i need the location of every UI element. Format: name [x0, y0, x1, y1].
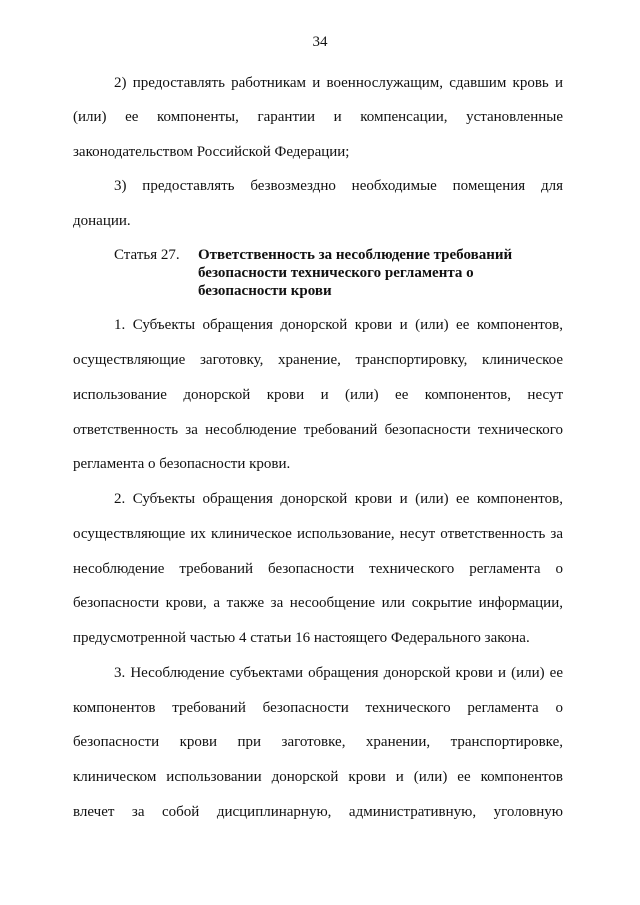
text-line: компонентов требований безопасности технического регламента о — [73, 700, 563, 716]
text-line: несоблюдение требований безопасности технического регламента о — [73, 561, 563, 577]
text-line: регламента о безопасности крови. — [73, 456, 291, 472]
text-line: предусмотренной частью 4 статьи 16 настоящего Федерального закона. — [73, 630, 530, 646]
text-line: осуществляющие их клиническое использование, несут ответственность за — [73, 526, 563, 542]
text-line: безопасности крови, а также за несообщение или сокрытие информации, — [73, 595, 563, 611]
text-line: влечет за собой дисциплинарную, административную, уголовную — [73, 804, 563, 820]
text-line: 1. Субъекты обращения донорской крови и (или) ее компонентов, — [114, 317, 563, 333]
text-line: законодательством Российской Федерации; — [73, 144, 350, 160]
text-line: использование донорской крови и (или) ее компонентов, несут — [73, 387, 563, 403]
article-title — [198, 246, 528, 300]
text-line: (или) ее компоненты, гарантии и компенсации, установленные — [73, 109, 563, 125]
text-line: ответственность за несоблюдение требований безопасности технического — [73, 422, 563, 438]
text-line: 2. Субъекты обращения донорской крови и (или) ее компонентов, — [114, 491, 563, 507]
text-line: клиническом использовании донорской крови и (или) ее компонентов — [73, 769, 563, 785]
article-title-line: Ответственность за несоблюдение требований — [198, 247, 513, 263]
text-line: безопасности крови при заготовке, хранении, транспортировке, — [73, 734, 563, 750]
text-line: 3) предоставлять безвозмездно необходимые помещения для — [114, 178, 563, 194]
article-label: Статья 27. — [114, 247, 180, 263]
page-number: 34 — [312, 34, 328, 50]
text-line: донации. — [73, 213, 131, 229]
text-line: 2) предоставлять работникам и военнослужащим, сдавшим кровь и — [114, 75, 563, 91]
article-title-line: безопасности технического регламента о — [198, 265, 474, 281]
text-line: 3. Несоблюдение субъектами обращения донорской крови и (или) ее — [114, 665, 563, 681]
article-title-line: безопасности крови — [198, 283, 332, 299]
text-line: осуществляющие заготовку, хранение, транспортировку, клиническое — [73, 352, 563, 368]
